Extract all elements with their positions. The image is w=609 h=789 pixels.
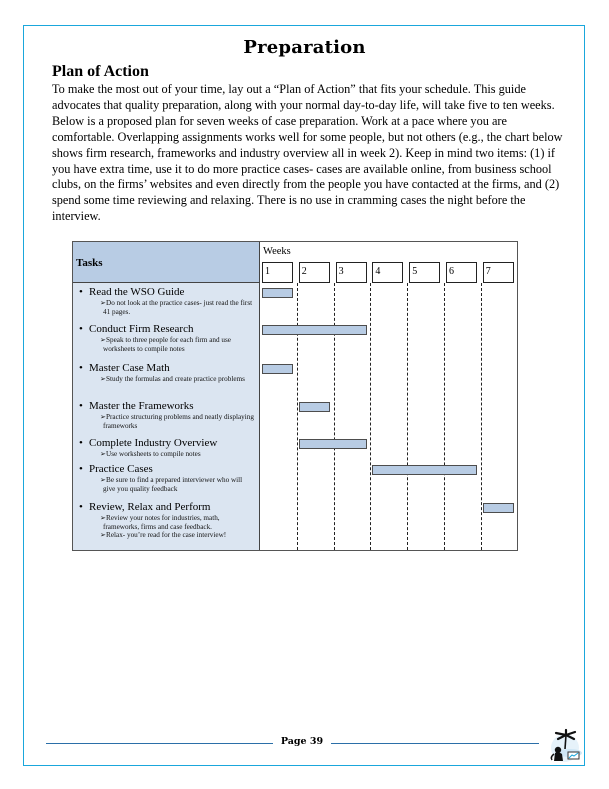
task-label: Review, Relax and Perform	[89, 501, 211, 513]
bullet-icon: •	[79, 362, 83, 374]
weeks-header: Weeks	[263, 246, 291, 257]
task-note: ➢Speak to three people for each firm and use worksheets to compile notes	[100, 336, 231, 353]
task-name	[79, 286, 255, 299]
task-label: Master Case Math	[89, 362, 170, 374]
bullet-icon: •	[79, 323, 83, 335]
task-note: ➢Review your notes for industries, math, frameworks, firms and case feedback.	[100, 514, 220, 531]
task-name	[79, 323, 255, 336]
task-name	[79, 400, 255, 413]
palm-tree-monkey-logo-icon	[546, 727, 584, 765]
week-divider	[444, 283, 445, 550]
task-item	[79, 463, 255, 493]
bullet-icon: •	[79, 463, 83, 475]
week-header-6: 6	[446, 262, 477, 283]
week-divider	[481, 283, 482, 550]
task-item	[79, 362, 255, 384]
bullet-icon: •	[79, 501, 83, 513]
gantt-bar	[262, 288, 293, 298]
gantt-bar	[299, 402, 330, 412]
task-note: ➢Practice structuring problems and neatly displaying frameworks	[100, 413, 254, 430]
task-item	[79, 501, 255, 540]
tasks-list	[73, 283, 259, 550]
gantt-chart	[72, 241, 518, 551]
task-name	[79, 463, 255, 476]
task-note: ➢Be sure to find a prepared interviewer who will give you quality feedback	[100, 476, 243, 493]
week-header-7: 7	[483, 262, 514, 283]
week-header-2: 2	[299, 262, 330, 283]
task-note: ➢Use worksheets to compile notes	[100, 450, 201, 458]
task-label: Conduct Firm Research	[89, 323, 194, 335]
tasks-column	[73, 242, 260, 550]
gantt-bar	[372, 465, 477, 475]
paragraph-text: To make the most out of your time, lay out a “Plan of Action” that fits your schedule. This guide advocates that quality preparation, along with your normal day-to-day life, will take five to ten weeks. Below is a proposed plan for seven weeks of case preparation. Work at a pace where you are comfortable. Overlapping assignments works well for some people, but not others (e.g., the chart below shows firm research, frameworks and industry overview all in week 2). Keep in mind two items: (1) if you have extra time, use it to do more practice cases- cases are available online, from business school clubs, on the firms’ websites and even directly from the people you have contacted at the firms, and (2) spend some time reviewing and relaxing. There is no use in cramming cases the night before the interview.	[52, 82, 563, 224]
task-item	[79, 400, 255, 430]
task-label: Read the WSO Guide	[89, 286, 185, 298]
week-header-3: 3	[336, 262, 367, 283]
task-note: ➢Relax- you’re read for the case interview!	[100, 531, 227, 540]
bullet-icon: •	[79, 437, 83, 449]
gantt-bar	[483, 503, 514, 513]
footer-rule-left	[46, 743, 273, 744]
page-number: Page 39	[280, 736, 324, 747]
week-divider	[370, 283, 371, 550]
task-name	[79, 362, 255, 375]
week-header-1: 1	[262, 262, 293, 283]
week-divider	[407, 283, 408, 550]
page-title: Preparation	[243, 37, 366, 58]
task-note: ➢Study the formulas and create practice problems	[100, 375, 245, 383]
week-header-4: 4	[372, 262, 403, 283]
task-item	[79, 437, 255, 459]
task-label: Complete Industry Overview	[89, 437, 218, 449]
task-name	[79, 437, 255, 450]
gantt-bar	[262, 364, 293, 374]
section-heading: Plan of Action	[52, 63, 149, 80]
week-divider	[334, 283, 335, 550]
footer-rule-right	[331, 743, 539, 744]
body-paragraph	[52, 82, 564, 225]
task-label: Practice Cases	[89, 463, 153, 475]
bullet-icon: •	[79, 400, 83, 412]
task-label: Master the Frameworks	[89, 400, 194, 412]
task-item	[79, 323, 255, 353]
tasks-header: Tasks	[73, 242, 259, 283]
gantt-bar	[262, 325, 367, 335]
task-item	[79, 286, 255, 316]
week-header-5: 5	[409, 262, 440, 283]
bullet-icon: •	[79, 286, 83, 298]
week-divider	[297, 283, 298, 550]
task-name	[79, 501, 255, 514]
gantt-bar	[299, 439, 367, 449]
task-note: ➢Do not look at the practice cases- just read the first 41 pages.	[100, 299, 253, 316]
